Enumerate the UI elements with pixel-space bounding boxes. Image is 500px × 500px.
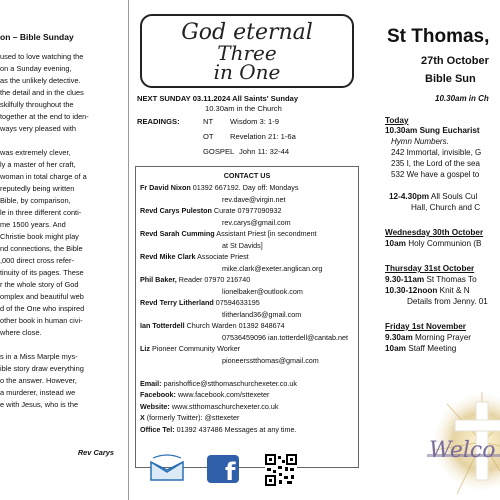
sermon-line: where close. (0, 328, 42, 337)
sung-eucharist: 10.30am Sung Eucharist (385, 126, 480, 135)
sermon-line: s in a Miss Marple mys- (0, 352, 78, 361)
sermon-line: tinuity of its pages. These (0, 268, 84, 277)
qr-code-icon[interactable] (265, 454, 297, 491)
contact-detail: Reader 07970 216740 (176, 275, 251, 284)
all-souls-time: 12-4.30pm (389, 192, 430, 201)
bible-sunday-column (375, 0, 500, 500)
contact-name: Revd Terry Litherland (140, 298, 214, 307)
friday-line-2 (385, 344, 456, 353)
sermon-line: omplex and beautiful web (0, 292, 84, 301)
contact-name: Liz (140, 344, 150, 353)
reading-reference: John 11: 32-44 (239, 147, 290, 156)
friday-time-2: 10am (385, 344, 406, 353)
sermon-line: used to love watching the (0, 52, 84, 61)
all-souls-text: All Souls Cul (429, 192, 478, 201)
church-name: St Thomas, (387, 26, 490, 47)
contact-line (222, 264, 322, 273)
sermon-line: ,000 direct cross refer- (0, 256, 74, 265)
contact-detail: parishoffice@stthomaschurchexeter.co.uk (161, 378, 297, 388)
sermon-line: together at the end to iden- (0, 112, 89, 121)
contact-box (135, 166, 359, 468)
sermon-line: the detail and in the clues (0, 88, 84, 97)
thursday-heading: Thursday 31st October (385, 264, 475, 273)
contact-detail: rev.dave@virgin.net (222, 194, 286, 204)
contact-detail: mike.clark@exeter.anglican.org (222, 263, 323, 273)
contact-detail: Associate Priest (195, 252, 249, 261)
contact-name: Facebook: (140, 390, 176, 399)
reading-reference: Wisdom 3: 1-9 (230, 117, 279, 126)
contact-name: Website: (140, 401, 170, 411)
contact-line (140, 425, 297, 434)
sermon-line: reputedly being written (0, 184, 75, 193)
sermon-line: d of the One who inspired (0, 304, 85, 313)
contact-line (140, 206, 281, 215)
contact-line (140, 390, 269, 399)
sermon-line: on a Sunday evening, (0, 64, 72, 73)
svg-text:f: f (225, 458, 236, 484)
service-date: 27th October (421, 55, 489, 67)
logo-line-2: Three (217, 41, 277, 65)
sermon-line: me 1500 years. And (0, 220, 66, 229)
contact-line (140, 321, 285, 330)
wednesday-line (385, 239, 481, 248)
contact-line (140, 275, 250, 284)
reading-code: NT (203, 117, 214, 126)
contact-name: Revd Sarah Cumming (140, 229, 215, 238)
wednesday-heading: Wednesday 30th October (385, 228, 484, 237)
contact-line (222, 333, 348, 342)
thursday-text-2: Knit & N (437, 286, 470, 295)
sermon-line: ways very pleased with (0, 124, 76, 133)
service-info-column (135, 0, 365, 500)
facebook-icon[interactable] (203, 454, 243, 489)
welcome-image (427, 390, 500, 500)
friday-text-1: Morning Prayer (412, 333, 472, 342)
mail-icon[interactable] (147, 454, 187, 489)
sermon-line: Christie book might play (0, 232, 79, 241)
contact-line (222, 195, 286, 204)
contact-line (222, 310, 301, 319)
hymn-line: 235 I, the Lord of the sea (391, 159, 480, 168)
sermon-line: ly a master of her craft, (0, 160, 76, 169)
welcome-text: Welco (429, 438, 496, 463)
bible-sunday-title: Bible Sun (425, 73, 476, 85)
thursday-line-1 (385, 275, 477, 284)
wednesday-time: 10am (385, 239, 406, 248)
sermon-line: woman in total charge of a (0, 172, 87, 181)
all-souls-line (389, 192, 477, 201)
contact-line (140, 229, 317, 238)
friday-text-2: Staff Meeting (405, 344, 457, 353)
contact-detail: www.stthomaschurchexeter.co.uk (169, 401, 279, 411)
contact-line (222, 287, 303, 296)
hymn-numbers-label: Hymn Numbers. (391, 137, 449, 146)
contact-line (222, 218, 291, 227)
reading-code: GOSPEL (203, 147, 235, 156)
sermon-line: e with Jesus, who is the (0, 400, 79, 409)
friday-heading: Friday 1st November (385, 322, 466, 331)
sermon-title: on – Bible Sunday (0, 32, 74, 42)
contact-line (140, 344, 240, 353)
thursday-time-2: 10.30-12noon (385, 286, 438, 295)
contact-detail: pioneersstthomas@gmail.com (222, 355, 319, 365)
contact-detail: 07594633195 (213, 298, 260, 307)
contact-name: Office Tel: (140, 424, 175, 434)
contact-name: Revd Carys Puleston (140, 206, 212, 215)
friday-line-1 (385, 333, 471, 342)
reading-code: OT (203, 132, 214, 141)
logo-line-3: in One (213, 60, 281, 84)
sermon-line: a murderer, instead we (0, 388, 76, 397)
contact-heading: CONTACT US (223, 171, 271, 180)
contact-line (140, 183, 299, 192)
contact-detail: Curate 07977090932 (211, 206, 282, 215)
readings-label: READINGS: (137, 117, 180, 126)
god-eternal-logo (140, 14, 354, 88)
contact-name: Fr David Nixon (140, 183, 191, 192)
hymn-line: 532 We have a gospel to (391, 170, 480, 179)
contact-detail: Pioneer Community Worker (149, 344, 241, 353)
sermon-line: le in three different conti- (0, 208, 82, 217)
contact-detail: lionelbaker@outlook.com (222, 286, 303, 296)
contact-detail: www.facebook.com/sttexeter (175, 390, 270, 399)
contact-detail: 01392 667192. Day off: Mondays (190, 183, 299, 192)
all-souls-location: Hall, Church and C (411, 203, 481, 212)
friday-time-1: 9.30am (385, 333, 413, 342)
contact-detail: 07536459096 ian.totterdell@cantab.net (222, 332, 348, 342)
sermon-line: Bible, by comparison, (0, 196, 71, 205)
contact-detail: Assistant Priest [in secondment (214, 229, 317, 238)
contact-line (140, 252, 249, 261)
contact-line (140, 379, 297, 388)
contact-name: X (140, 413, 145, 422)
next-sunday-heading: NEXT SUNDAY 03.11.2024 All Saints' Sunday (137, 94, 299, 103)
next-sunday-subheading: 10.30am in the Church (205, 104, 282, 113)
sermon-line: ible story draw everything (0, 364, 84, 373)
contact-name: Phil Baker, (140, 275, 177, 284)
thursday-time-1: 9.30-11am (385, 275, 425, 284)
contact-detail: tlitherland36@gmail.com (222, 309, 302, 319)
contact-detail: (formerly Twitter): @sttexeter (144, 413, 240, 422)
thursday-line-2 (385, 286, 470, 295)
sermon-line: other book in human civi- (0, 316, 83, 325)
sermon-line: as the unlikely detective. (0, 76, 81, 85)
contact-detail: rev.carys@gmail.com (222, 217, 291, 227)
contact-detail: 01392 437486 Messages at any time. (174, 424, 297, 434)
contact-name: Email: (140, 378, 162, 388)
sermon-line: was extremely clever, (0, 148, 71, 157)
contact-line (140, 402, 279, 411)
sermon-line: r the whole story of God (0, 280, 79, 289)
contact-line (140, 413, 239, 422)
thursday-details: Details from Jenny. 01 (407, 297, 488, 306)
sermon-line: o the answer. However, (0, 376, 77, 385)
contact-name: Ian Totterdell (140, 321, 185, 330)
thursday-text-1: St Thomas To (424, 275, 477, 284)
logo-line-1: God eternal (181, 20, 313, 45)
contact-detail: Church Warden 01392 848674 (184, 321, 285, 330)
sermon-line: skilfully throughout the (0, 100, 74, 109)
contact-name: Revd Mike Clark (140, 252, 196, 261)
sermon-line: nd connections, the Bible (0, 244, 83, 253)
contact-line (222, 241, 263, 250)
contact-detail: at St Davids] (222, 240, 263, 250)
contact-line (222, 356, 319, 365)
wednesday-text: Holy Communion (B (405, 239, 482, 248)
contact-line (140, 298, 260, 307)
sermon-author: Rev Carys (77, 448, 114, 457)
hymn-line: 242 Immortal, invisible, G (391, 148, 482, 157)
service-time: 10.30am in Ch (435, 94, 489, 103)
reading-reference: Revelation 21: 1-6a (230, 132, 296, 141)
sermon-column (0, 0, 129, 500)
today-heading: Today (385, 116, 409, 125)
